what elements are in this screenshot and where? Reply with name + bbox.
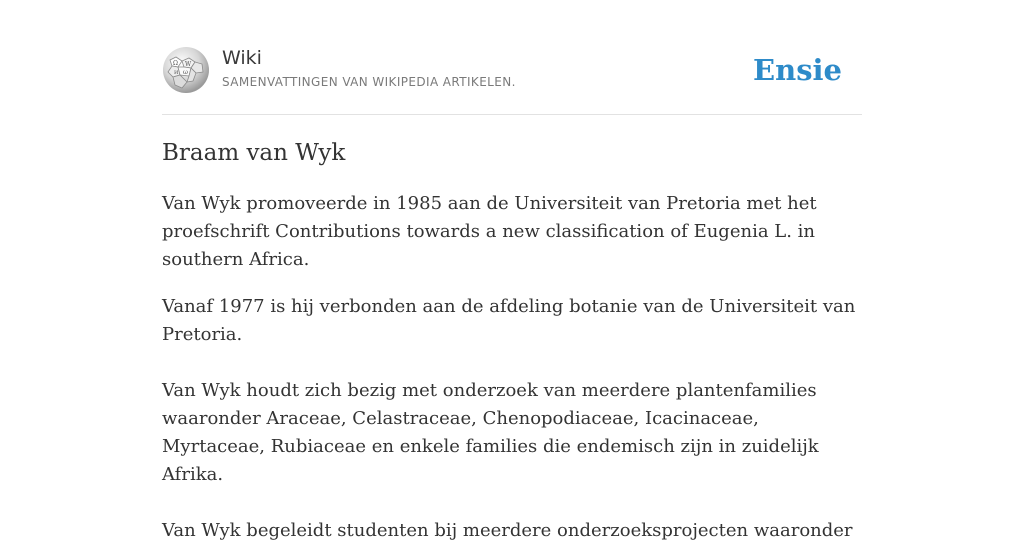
article-paragraph: Vanaf 1977 is hij verbonden aan de afdeling botanie van de Universiteit van Pretoria. bbox=[162, 296, 856, 345]
article-paragraph: Van Wyk houdt zich bezig met onderzoek van meerdere plantenfamilies waaronder Araceae, Celastraceae, Chenopodiaceae, Icacinaceae, Myrtaceae, Rubiaceae en enkele families die endemisch zijn in zuidelijk Afrika. bbox=[162, 380, 819, 485]
article-paragraph: Van Wyk begeleidt studenten bij meerdere onderzoeksprojecten waaronder bbox=[162, 520, 853, 541]
svg-text:Ω: Ω bbox=[173, 60, 178, 67]
site-tagline: SAMENVATTINGEN VAN WIKIPEDIA ARTIKELEN. bbox=[222, 75, 516, 89]
article bbox=[162, 138, 862, 545]
site-name[interactable]: Wiki bbox=[222, 47, 262, 69]
svg-text:И: И bbox=[174, 70, 179, 76]
svg-text:ω: ω bbox=[183, 69, 188, 76]
site-header bbox=[162, 46, 862, 115]
svg-text:W: W bbox=[185, 61, 192, 68]
brand-logo[interactable]: Ensie bbox=[753, 53, 842, 87]
wikipedia-globe-icon[interactable] bbox=[162, 46, 210, 94]
article-paragraph: Van Wyk promoveerde in 1985 aan de Universiteit van Pretoria met het proefschrift Contributions towards a new classification of Eugenia L. in southern Africa. bbox=[162, 193, 817, 270]
article-title: Braam van Wyk bbox=[162, 140, 346, 166]
